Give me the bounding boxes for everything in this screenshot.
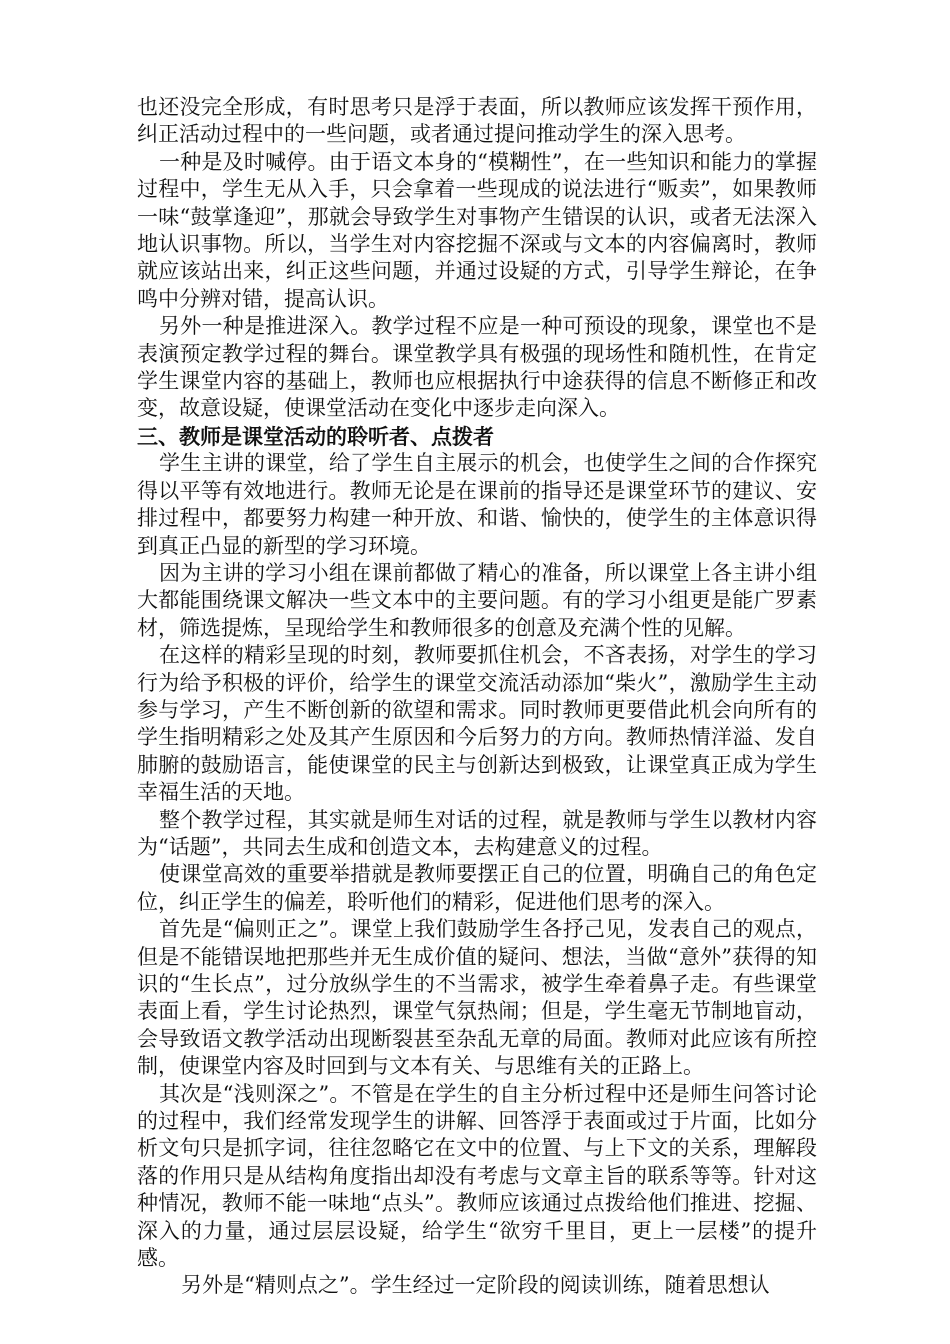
- paragraph-group-preparation: 因为主讲的学习小组在课前都做了精心的准备，所以课堂上各主讲小组大都能围绕课文解决一些文本中的主要问题。有的学习小组更是能广罗素材，筛选提炼，呈现给学生和教师很多的创意及充满个性的见解。: [137, 560, 817, 640]
- paragraph-praise-moment: 在这样的精彩呈现的时刻，教师要抓住机会，不吝表扬，对学生的学习行为给予积极的评价，给学生的课堂交流活动添加“柴火”，激励学生主动参与学习，产生不断创新的欲望和需求。同时教师更要借此机会向所有的学生指明精彩之处及其产生原因和今后努力的方向。教师热情洋溢、发自肺腑的鼓励语言，能使课堂的民主与创新达到极致，让课堂真正成为学生幸福生活的天地。: [137, 643, 817, 805]
- paragraph-teacher-role: 使课堂高效的重要举措就是教师要摆正自己的位置，明确自己的角色定位，纠正学生的偏差，聆听他们的精彩，促进他们思考的深入。: [137, 862, 817, 914]
- paragraph-dialogue-process: 整个教学过程，其实就是师生对话的过程，就是教师与学生以教材内容为“话题”，共同去生成和创造文本，去构建意义的过程。: [137, 807, 817, 859]
- document-page: [137, 94, 817, 1300]
- paragraph-timely-stop: 一种是及时喊停。由于语文本身的“模糊性”，在一些知识和能力的掌握过程中，学生无从入手，只会拿着一些现成的说法进行“贩卖”，如果教师一味“鼓掌逢迎”，那就会导致学生对事物产生错误的认识，或者无法深入地认识事物。所以，当学生对内容挖掘不深或与文本的内容偏离时，教师就应该站出来，纠正这些问题，并通过设疑的方式，引导学生辩论，在争鸣中分辨对错，提高认识。: [137, 149, 817, 311]
- paragraph-correct-deviation: 首先是“偏则正之”。课堂上我们鼓励学生各抒己见，发表自己的观点，但是不能错误地把那些并无生成价值的疑问、想法，当做“意外”获得的知识的“生长点”，过分放纵学生的不当需求，被学生牵着鼻子走。有些课堂表面上看，学生讨论热烈，课堂气氛热闹；但是，学生毫无节制地盲动，会导致语文教学活动出现断裂甚至杂乱无章的局面。教师对此应该有所控制，使课堂内容及时回到与文本有关、与思维有关的正路上。: [137, 917, 817, 1079]
- paragraph-push-deeper: 另外一种是推进深入。教学过程不应是一种可预设的现象，课堂也不是表演预定教学过程的舞台。课堂教学具有极强的现场性和随机性，在肯定学生课堂内容的基础上，教师也应根据执行中途获得的信息不断修正和改变，故意设疑，使课堂活动在变化中逐步走向深入。: [137, 314, 817, 421]
- paragraph-student-led-class: 学生主讲的课堂，给了学生自主展示的机会，也使学生之间的合作探究得以平等有效地进行。教师无论是在课前的指导还是课堂环节的建议、安排过程中，都要努力构建一种开放、和谐、愉快的，使学生的主体意识得到真正凸显的新型的学习环境。: [137, 451, 817, 558]
- paragraph-deepen-shallow: 其次是“浅则深之”。不管是在学生的自主分析过程中还是师生问答讨论的过程中，我们经常发现学生的讲解、回答浮于表面或过于片面，比如分析文句只是抓字词，往往忽略它在文中的位置、与上下文的关系，理解段落的作用只是从结构角度指出却没有考虑与文章主旨的联系等等。针对这种情况，教师不能一味地“点头”。教师应该通过点拨给他们推进、挖掘、深入的力量，通过层层设疑，给学生“欲穷千里目，更上一层楼”的提升感。: [137, 1081, 817, 1271]
- paragraph-refine-point: 另外是“精则点之”。学生经过一定阶段的阅读训练，随着思想认: [181, 1273, 770, 1298]
- section-heading: 三、教师是课堂活动的聆听者、点拨者: [137, 423, 494, 449]
- paragraph-continuation: 也还没完全形成，有时思考只是浮于表面，所以教师应该发挥干预作用，纠正活动过程中的一些问题，或者通过提问推动学生的深入思考。: [137, 95, 817, 147]
